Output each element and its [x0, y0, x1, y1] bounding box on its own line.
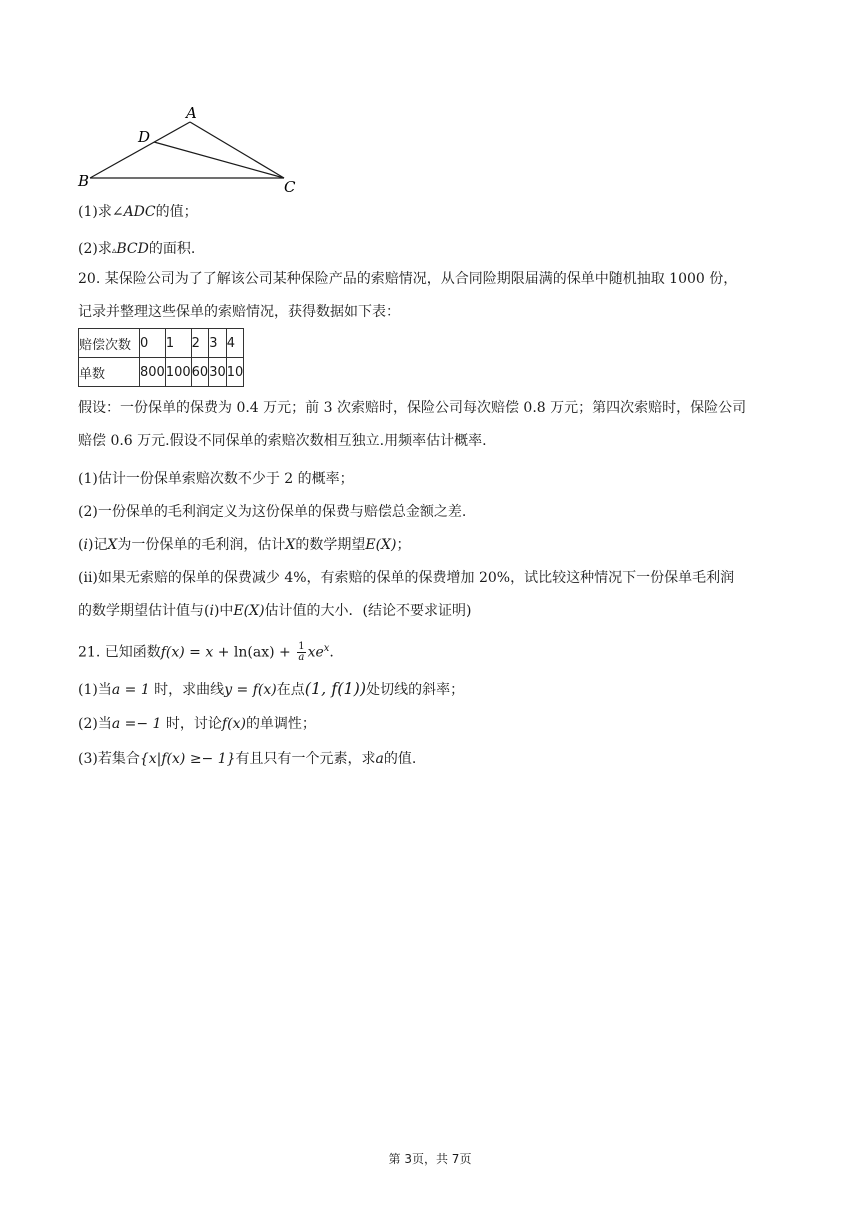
text-span: ；: [396, 537, 411, 553]
var-a: a: [375, 751, 384, 767]
fraction-denominator: a: [298, 652, 305, 664]
condition-a: a = 1: [111, 682, 150, 698]
expectation-EX: E(X): [365, 537, 397, 553]
table-cell: 单数: [79, 358, 140, 387]
table-row: [79, 358, 244, 387]
text-span: 时，讨论: [161, 716, 222, 732]
text-span: (3)若集合: [78, 751, 140, 767]
q19-part2-suffix: 的面积.: [148, 241, 196, 257]
roman-i: i: [83, 537, 88, 553]
triangle-symbol: ▵: [111, 246, 117, 256]
q21-stem: [78, 638, 334, 664]
table-cell: 1: [165, 329, 191, 358]
claims-table: [78, 328, 244, 387]
table-cell: 30: [209, 358, 227, 387]
q19-part2-prefix: (2)求: [78, 241, 112, 257]
table-cell: 800: [140, 358, 166, 387]
text-span: (1)当: [78, 682, 112, 698]
roman-i: i: [209, 603, 214, 619]
triangle-var: BCD: [116, 241, 149, 257]
text-span: (: [78, 537, 84, 553]
table-cell: 3: [209, 329, 227, 358]
q20-line1: 20. 某保险公司为了了解该公司某种保险产品的索赔情况，从合同险期限届满的保单中随机抽取 1000 份，: [78, 271, 738, 287]
q20-part2ii-line1: (ii)如果无索赔的保单的保费减少 4%，有索赔的保单的保费增加 20%，试比较这种情况下一份保单毛利润: [78, 570, 735, 586]
expr-plus: +: [274, 644, 296, 661]
expr-ln: ln(ax): [233, 644, 275, 661]
table-cell: 4: [226, 329, 244, 358]
q20-line3: 假设：一份保单的保费为 0.4 万元；前 3 次索赔时，保险公司每次赔偿 0.8 万元；第四次索赔时，保险公司: [78, 400, 747, 416]
text-span: 估计值的大小．(结论不要求证明): [264, 603, 472, 619]
q20-line2: 记录并整理这些保单的索赔情况，获得数据如下表：: [78, 304, 400, 320]
triangle-figure: [70, 100, 310, 200]
q19-part2: [78, 238, 195, 262]
text-span: .: [329, 644, 334, 661]
text-span: 为一份保单的毛利润，估计: [117, 537, 286, 553]
var-X: X: [107, 537, 118, 553]
q21-part2: [78, 713, 316, 735]
q20-line4: 赔偿 0.6 万元.假设不同保单的索赔次数相互独立.用频率估计概率.: [78, 433, 487, 449]
text-span: 的单调性；: [245, 716, 316, 732]
text-span: 的数学期望: [295, 537, 366, 553]
fraction-1-over-a: [297, 642, 305, 663]
label-B: B: [78, 172, 90, 190]
table-cell: 赔偿次数: [79, 329, 140, 358]
expectation-EX: E(X): [233, 603, 265, 619]
exponent-x: x: [323, 643, 330, 654]
text-span: 在点: [276, 682, 305, 698]
func-fx: f(x): [221, 716, 246, 732]
curve-expr: y = f(x): [224, 682, 277, 698]
text-span: )记: [87, 537, 108, 553]
table-cell: 10: [226, 358, 244, 387]
q21-part1: [78, 678, 464, 701]
q20-part2ii-line2: [78, 600, 471, 622]
q21-part3: [78, 748, 416, 770]
q19-part1-prefix: (1)求∠: [78, 204, 124, 220]
q20-part2i: [78, 534, 410, 556]
label-D: D: [138, 128, 151, 146]
text-span: 21. 已知函数: [78, 644, 161, 661]
text-span: 的数学期望估计值与(: [78, 603, 210, 619]
text-span: (2)当: [78, 716, 112, 732]
text-span: 处切线的斜率；: [366, 682, 465, 698]
q19-part1-suffix: 的值；: [155, 204, 198, 220]
condition-a: a =− 1: [111, 716, 162, 732]
expr-xe: xe: [307, 644, 324, 661]
table-cell: 100: [165, 358, 191, 387]
var-X: X: [285, 537, 296, 553]
table-cell: 0: [140, 329, 166, 358]
point-expr: (1, f(1)): [304, 679, 367, 698]
segment-AC: [190, 122, 284, 178]
text-span: 时，求曲线: [149, 682, 225, 698]
label-A: A: [186, 104, 197, 122]
text-span: )中: [213, 603, 234, 619]
text-span: 有且只有一个元素，求: [235, 751, 376, 767]
fraction-numerator: 1: [298, 641, 305, 653]
q20-part1: (1)估计一份保单索赔次数不少于 2 的概率；: [78, 471, 354, 487]
func-fx: f(x): [160, 644, 185, 661]
q20-part2: (2)一份保单的毛利润定义为这份保单的保费与赔偿总金额之差.: [78, 504, 467, 520]
set-expr: {x|f(x) ≥− 1}: [139, 751, 236, 767]
angle-var: ADC: [123, 204, 156, 220]
expr-part: = x +: [184, 644, 234, 661]
page-footer: 第 3页，共 7页: [388, 1152, 472, 1166]
table-row: [79, 329, 244, 358]
q19-part1: [78, 201, 198, 223]
text-span: 的值.: [383, 751, 417, 767]
table-cell: 60: [191, 358, 209, 387]
table-cell: 2: [191, 329, 209, 358]
label-C: C: [284, 178, 296, 196]
segment-DC: [154, 142, 284, 178]
